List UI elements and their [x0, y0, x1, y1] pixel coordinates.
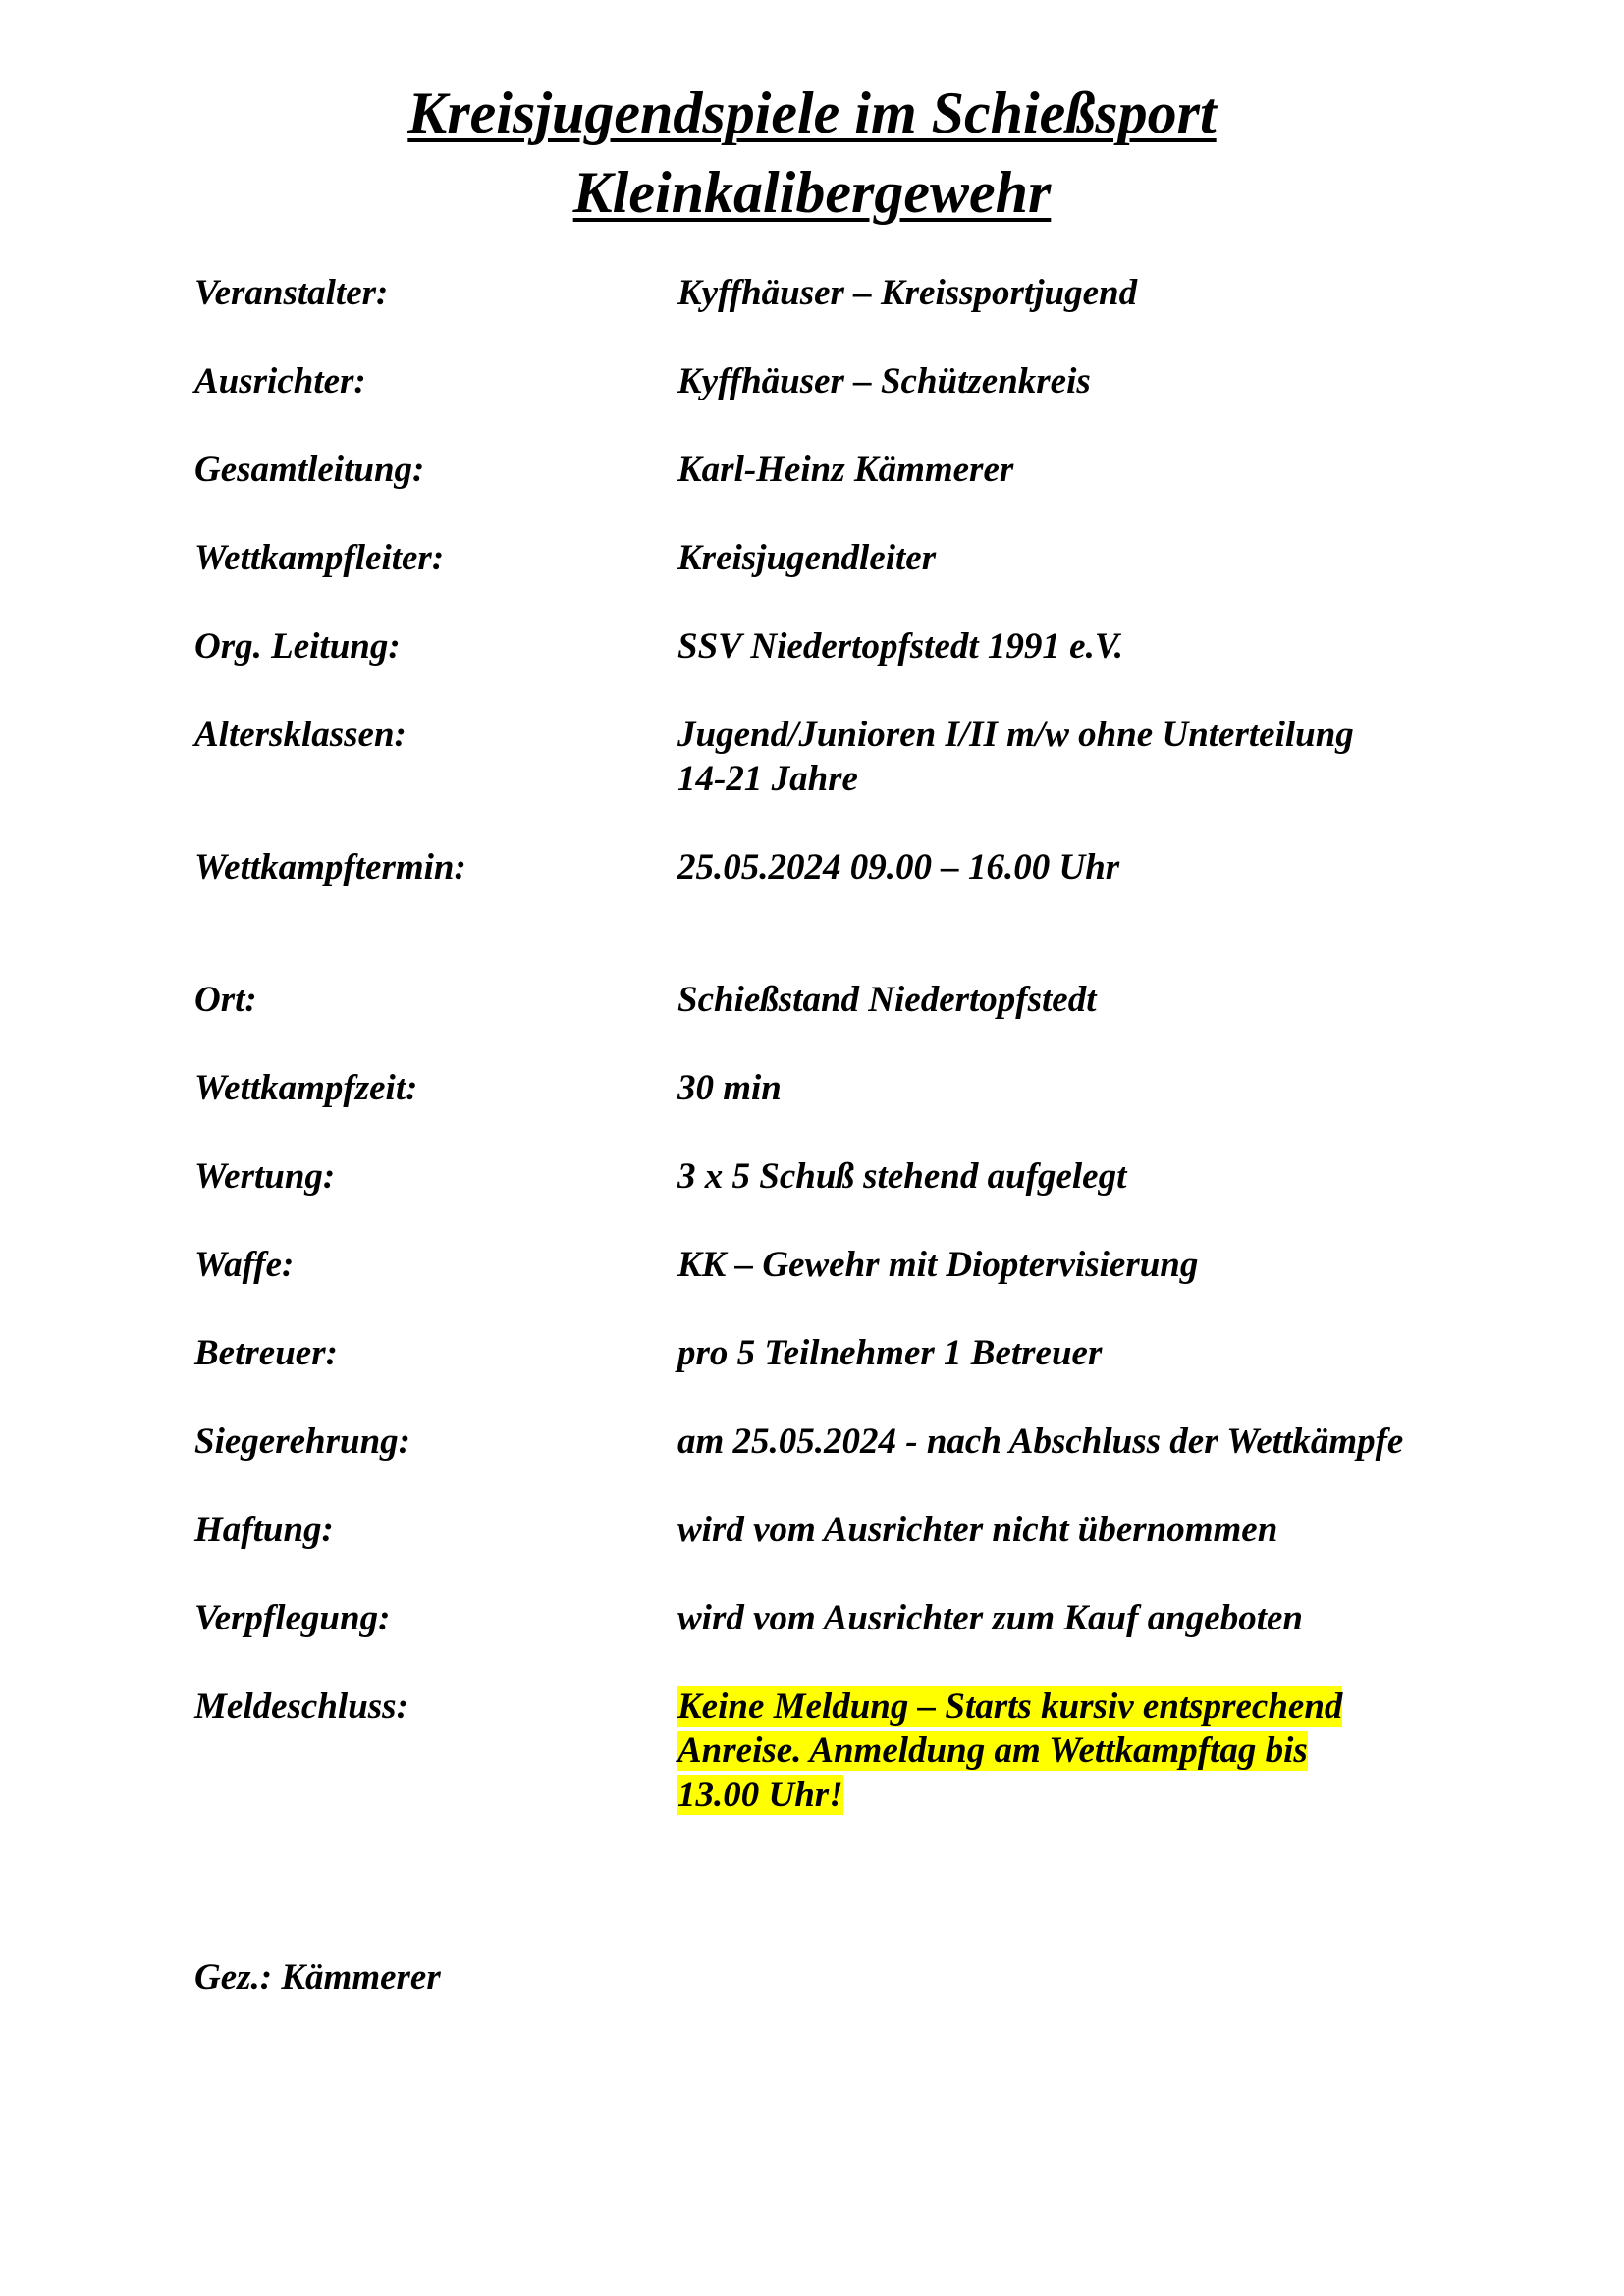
field-label: Haftung: — [194, 1510, 334, 1550]
field-label: Ort: — [194, 980, 257, 1020]
signature: Gez.: Kämmerer — [194, 1957, 441, 1998]
highlighted-value-line: Anreise. Anmeldung am Wettkampftag bis — [677, 1731, 1308, 1771]
field-label: Org. Leitung: — [194, 626, 401, 667]
field-label: Siegerehrung: — [194, 1421, 410, 1462]
field-label: Wettkampftermin: — [194, 847, 466, 887]
field-value — [677, 1331, 1502, 1375]
field-value — [677, 1508, 1502, 1552]
field-label: Altersklassen: — [194, 715, 406, 755]
field-value-line: 25.05.2024 09.00 – 16.00 Uhr — [677, 847, 1120, 887]
field-label: Wertung: — [194, 1156, 336, 1197]
field-label: Wettkampfzeit: — [194, 1068, 418, 1108]
field-value-line: KK – Gewehr mit Dioptervisierung — [677, 1245, 1199, 1285]
field-value — [677, 713, 1502, 801]
field-value — [677, 536, 1502, 580]
field-value-line: SSV Niedertopfstedt 1991 e.V. — [677, 626, 1123, 667]
field-label: Betreuer: — [194, 1333, 338, 1373]
field-value-line: 30 min — [677, 1068, 782, 1108]
field-value-line: Kyffhäuser – Schützenkreis — [677, 361, 1091, 401]
highlighted-value-line: Keine Meldung – Starts kursiv entsprechend — [677, 1686, 1343, 1727]
field-value-line: am 25.05.2024 - nach Abschluss der Wettkämpfe — [677, 1421, 1404, 1462]
field-value-line: wird vom Ausrichter nicht übernommen — [677, 1510, 1278, 1550]
field-value-line: pro 5 Teilnehmer 1 Betreuer — [677, 1333, 1103, 1373]
field-value — [677, 1154, 1502, 1199]
field-label: Wettkampfleiter: — [194, 538, 445, 578]
document-title-line-1: Kreisjugendspiele im Schießsport — [407, 80, 1217, 145]
field-label: Verpflegung: — [194, 1598, 391, 1638]
highlighted-field-value — [677, 1684, 1502, 1817]
field-value-line: Karl-Heinz Kämmerer — [677, 450, 1014, 490]
highlighted-value-line: 13.00 Uhr! — [677, 1775, 843, 1815]
field-label: Ausrichter: — [194, 361, 366, 401]
field-value-line: wird vom Ausrichter zum Kauf angeboten — [677, 1598, 1303, 1638]
field-value-line: 14-21 Jahre — [677, 759, 858, 799]
field-value-line: Kreisjugendleiter — [677, 538, 937, 578]
field-value-line: Schießstand Niedertopfstedt — [677, 980, 1097, 1020]
field-label: Veranstalter: — [194, 273, 389, 313]
field-label: Gesamtleitung: — [194, 450, 425, 490]
field-value — [677, 978, 1502, 1022]
field-value — [677, 1243, 1502, 1287]
field-value-line: Jugend/Junioren I/II m/w ohne Unterteilung — [677, 715, 1354, 755]
field-value — [677, 1596, 1502, 1640]
field-value — [677, 845, 1502, 889]
field-value — [677, 448, 1502, 492]
field-value — [677, 624, 1502, 668]
field-value-line: Kyffhäuser – Kreissportjugend — [677, 273, 1138, 313]
field-value-line: 3 x 5 Schuß stehend aufgelegt — [677, 1156, 1127, 1197]
document-title-line-2: Kleinkalibergewehr — [572, 160, 1052, 225]
field-label: Waffe: — [194, 1245, 295, 1285]
field-value — [677, 1066, 1502, 1110]
field-value — [677, 271, 1502, 315]
field-value — [677, 1419, 1502, 1464]
field-value — [677, 359, 1502, 403]
field-label: Meldeschluss: — [194, 1686, 408, 1727]
